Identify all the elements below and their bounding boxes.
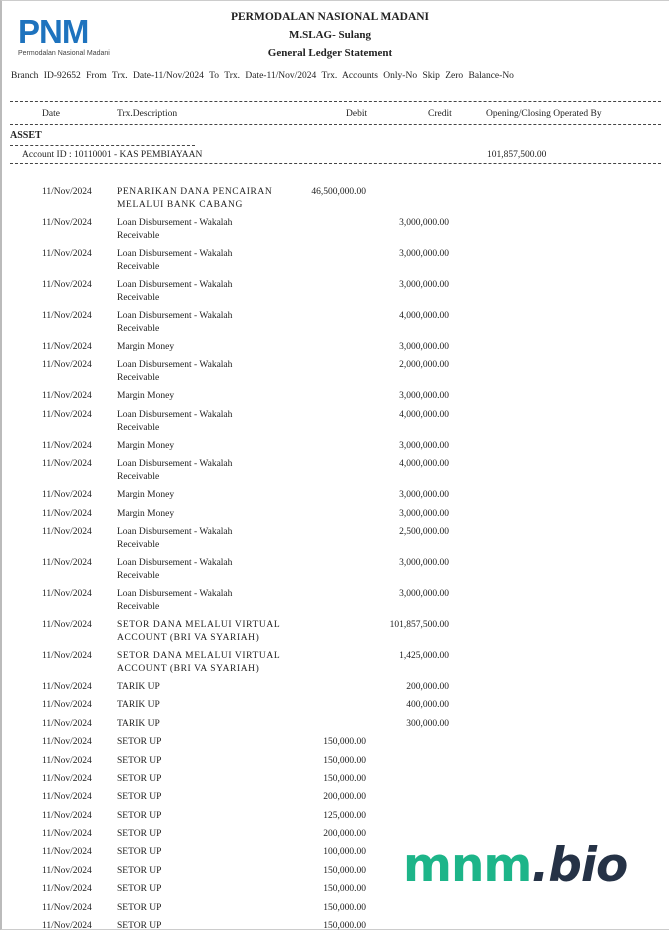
row-date: 11/Nov/2024 xyxy=(42,650,92,661)
row-description xyxy=(117,588,287,614)
table-row xyxy=(0,718,669,736)
row-date: 11/Nov/2024 xyxy=(42,342,92,352)
row-description xyxy=(117,883,287,896)
row-credit: 2,000,000.00 xyxy=(399,360,449,371)
table-row xyxy=(0,619,669,650)
row-description-line: Receivable xyxy=(117,601,160,612)
row-date: 11/Nov/2024 xyxy=(42,360,92,371)
row-description-line: SETOR UP xyxy=(117,884,162,895)
row-date: 11/Nov/2024 xyxy=(42,755,92,766)
row-credit: 3,000,000.00 xyxy=(399,342,449,352)
watermark xyxy=(403,838,627,893)
company-name: PERMODALAN NASIONAL MADANI xyxy=(230,11,430,23)
row-description-line: Loan Disbursement - Wakalah xyxy=(117,360,233,371)
row-description-line: PENARIKAN DANA PENCAIRAN xyxy=(117,187,273,197)
row-date: 11/Nov/2024 xyxy=(42,792,92,803)
row-date: 11/Nov/2024 xyxy=(42,773,92,784)
row-description-line: Receivable xyxy=(117,262,160,272)
row-description-line: Loan Disbursement - Wakalah xyxy=(117,280,233,290)
row-debit: 100,000.00 xyxy=(323,847,366,858)
row-date: 11/Nov/2024 xyxy=(42,847,92,858)
row-description xyxy=(117,557,287,583)
row-description-line: SETOR UP xyxy=(117,773,162,784)
row-debit: 150,000.00 xyxy=(323,865,366,876)
row-date: 11/Nov/2024 xyxy=(42,280,92,290)
row-date: 11/Nov/2024 xyxy=(42,619,92,630)
row-date: 11/Nov/2024 xyxy=(42,440,92,451)
table-row xyxy=(0,248,669,279)
divider xyxy=(10,101,661,102)
row-date: 11/Nov/2024 xyxy=(42,884,92,895)
row-date: 11/Nov/2024 xyxy=(42,459,92,470)
row-description xyxy=(117,681,287,694)
row-credit: 3,000,000.00 xyxy=(399,440,449,451)
divider xyxy=(10,163,661,164)
row-description-line: TARIK UP xyxy=(117,700,160,711)
pnm-logo xyxy=(18,13,123,57)
table-row xyxy=(0,310,669,341)
row-description xyxy=(117,736,287,749)
row-date: 11/Nov/2024 xyxy=(42,588,92,599)
row-credit: 1,425,000.00 xyxy=(399,650,449,661)
row-debit: 200,000.00 xyxy=(323,829,366,840)
row-credit: 4,000,000.00 xyxy=(399,459,449,470)
col-description: Trx.Description xyxy=(117,109,178,119)
row-credit: 3,000,000.00 xyxy=(399,249,449,259)
section-heading: ASSET xyxy=(10,130,42,141)
table-row xyxy=(0,557,669,588)
row-date: 11/Nov/2024 xyxy=(42,865,92,876)
row-debit: 125,000.00 xyxy=(323,810,366,821)
watermark-part1: mnm xyxy=(403,838,532,893)
row-debit: 150,000.00 xyxy=(323,755,366,766)
row-description-line: Loan Disbursement - Wakalah xyxy=(117,588,233,599)
row-description-line: Loan Disbursement - Wakalah xyxy=(117,311,233,321)
row-date: 11/Nov/2024 xyxy=(42,409,92,420)
row-description-line: ACCOUNT (BRI VA SYARIAH) xyxy=(117,663,260,674)
table-row xyxy=(0,650,669,681)
row-description xyxy=(117,186,287,212)
row-description xyxy=(117,508,287,521)
row-description xyxy=(117,409,287,435)
row-description-line: Receivable xyxy=(117,539,160,550)
row-description xyxy=(117,755,287,768)
row-description-line: Loan Disbursement - Wakalah xyxy=(117,218,233,228)
row-date: 11/Nov/2024 xyxy=(42,557,92,568)
row-description xyxy=(117,828,287,841)
row-debit: 46,500,000.00 xyxy=(311,187,366,197)
table-row xyxy=(0,440,669,458)
row-debit: 200,000.00 xyxy=(323,792,366,803)
row-description xyxy=(117,341,287,354)
row-credit: 101,857,500.00 xyxy=(389,619,449,630)
row-description-line: Receivable xyxy=(117,422,160,433)
row-description xyxy=(117,902,287,915)
row-description-line: Margin Money xyxy=(117,342,175,352)
row-credit: 200,000.00 xyxy=(406,681,449,692)
row-description-line: Margin Money xyxy=(117,490,175,501)
row-description-line: Receivable xyxy=(117,472,160,483)
row-date: 11/Nov/2024 xyxy=(42,700,92,711)
row-description-line: Margin Money xyxy=(117,391,175,402)
row-description-line: Margin Money xyxy=(117,440,175,451)
row-description xyxy=(117,248,287,274)
row-description-line: TARIK UP xyxy=(117,681,160,692)
row-description-line: TARIK UP xyxy=(117,718,160,729)
row-description-line: Receivable xyxy=(117,231,160,241)
watermark-part2: .bio xyxy=(531,838,628,893)
row-date: 11/Nov/2024 xyxy=(42,718,92,729)
row-description-line: MELALUI BANK CABANG xyxy=(117,200,243,210)
row-debit: 150,000.00 xyxy=(323,884,366,895)
account-label: Account ID : 10110001 - KAS PEMBIAYAAN xyxy=(22,150,203,160)
row-credit: 300,000.00 xyxy=(406,718,449,729)
transaction-list xyxy=(0,186,669,938)
col-credit: Credit xyxy=(428,109,452,119)
row-description-line: SETOR UP xyxy=(117,810,162,821)
row-date: 11/Nov/2024 xyxy=(42,526,92,537)
col-date: Date xyxy=(42,109,60,119)
table-row xyxy=(0,217,669,248)
row-date: 11/Nov/2024 xyxy=(42,249,92,259)
table-row xyxy=(0,920,669,938)
row-credit: 400,000.00 xyxy=(406,700,449,711)
row-date: 11/Nov/2024 xyxy=(42,902,92,913)
row-description-line: Loan Disbursement - Wakalah xyxy=(117,526,233,537)
row-description-line: Loan Disbursement - Wakalah xyxy=(117,459,233,470)
row-date: 11/Nov/2024 xyxy=(42,829,92,840)
row-date: 11/Nov/2024 xyxy=(42,810,92,821)
row-debit: 150,000.00 xyxy=(323,737,366,748)
row-description-line: Loan Disbursement - Wakalah xyxy=(117,557,233,568)
row-date: 11/Nov/2024 xyxy=(42,391,92,402)
row-description xyxy=(117,920,287,933)
row-description-line: Loan Disbursement - Wakalah xyxy=(117,409,233,420)
table-row xyxy=(0,588,669,619)
row-description xyxy=(117,791,287,804)
row-description xyxy=(117,526,287,552)
report-title: General Ledger Statement xyxy=(267,47,393,59)
row-description-line: SETOR UP xyxy=(117,865,162,876)
table-row xyxy=(0,279,669,310)
row-credit: 4,000,000.00 xyxy=(399,311,449,321)
table-row xyxy=(0,390,669,408)
row-description xyxy=(117,310,287,336)
row-credit: 3,000,000.00 xyxy=(399,280,449,290)
logo-mark: PNM xyxy=(18,13,89,50)
row-description-line: Margin Money xyxy=(117,508,175,519)
row-date: 11/Nov/2024 xyxy=(42,311,92,321)
row-description xyxy=(117,699,287,712)
row-description xyxy=(117,810,287,823)
table-row xyxy=(0,186,669,217)
logo-subtitle: Permodalan Nasional Madani xyxy=(18,50,110,57)
row-description xyxy=(117,846,287,859)
table-row xyxy=(0,681,669,699)
row-date: 11/Nov/2024 xyxy=(42,681,92,692)
branch-name: M.SLAG- Sulang xyxy=(289,29,371,41)
table-row xyxy=(0,508,669,526)
row-credit: 4,000,000.00 xyxy=(399,409,449,420)
row-debit: 150,000.00 xyxy=(323,921,366,932)
row-description-line: SETOR UP xyxy=(117,847,162,858)
row-credit: 3,000,000.00 xyxy=(399,391,449,402)
row-description xyxy=(117,865,287,878)
opening-balance: 101,857,500.00 xyxy=(487,150,547,160)
row-description xyxy=(117,773,287,786)
row-description xyxy=(117,650,287,676)
row-description xyxy=(117,718,287,731)
row-description xyxy=(117,359,287,385)
col-debit: Debit xyxy=(346,109,368,119)
row-credit: 3,000,000.00 xyxy=(399,218,449,228)
table-row xyxy=(0,458,669,489)
row-description-line: SETOR UP xyxy=(117,755,162,766)
table-row xyxy=(0,409,669,440)
row-description-line: Receivable xyxy=(117,373,160,384)
row-description-line: SETOR UP xyxy=(117,921,162,932)
table-row xyxy=(0,810,669,828)
row-description-line: SETOR UP xyxy=(117,792,162,803)
row-description-line: SETOR UP xyxy=(117,829,162,840)
row-description-line: Receivable xyxy=(117,570,160,581)
row-description xyxy=(117,440,287,453)
row-description-line: SETOR UP xyxy=(117,737,162,748)
row-description-line: Receivable xyxy=(117,293,160,303)
row-description xyxy=(117,458,287,484)
table-row xyxy=(0,755,669,773)
row-debit: 150,000.00 xyxy=(323,902,366,913)
col-opening-closing: Opening/Closing Operated By xyxy=(486,109,602,119)
row-credit: 3,000,000.00 xyxy=(399,508,449,519)
row-description-line: SETOR UP xyxy=(117,902,162,913)
row-credit: 3,000,000.00 xyxy=(399,490,449,501)
row-credit: 2,500,000.00 xyxy=(399,526,449,537)
row-credit: 3,000,000.00 xyxy=(399,588,449,599)
table-row xyxy=(0,526,669,557)
table-row xyxy=(0,359,669,390)
row-description xyxy=(117,390,287,403)
table-row xyxy=(0,902,669,920)
table-row xyxy=(0,341,669,359)
row-description xyxy=(117,619,287,645)
row-description-line: Receivable xyxy=(117,324,160,334)
row-date: 11/Nov/2024 xyxy=(42,187,92,197)
row-date: 11/Nov/2024 xyxy=(42,921,92,932)
row-description xyxy=(117,279,287,305)
row-description xyxy=(117,489,287,502)
section-underline xyxy=(10,145,195,146)
row-debit: 150,000.00 xyxy=(323,773,366,784)
row-credit: 3,000,000.00 xyxy=(399,557,449,568)
row-date: 11/Nov/2024 xyxy=(42,490,92,501)
row-description-line: SETOR DANA MELALUI VIRTUAL xyxy=(117,619,281,630)
row-description-line: ACCOUNT (BRI VA SYARIAH) xyxy=(117,632,260,643)
table-row xyxy=(0,736,669,754)
row-date: 11/Nov/2024 xyxy=(42,508,92,519)
table-row xyxy=(0,773,669,791)
table-row xyxy=(0,699,669,717)
table-row xyxy=(0,489,669,507)
report-parameters: Branch ID-92652 From Trx. Date-11/Nov/2024 To Trx. Date-11/Nov/2024 Trx. Accounts Only-No Skip Zero Balance-No xyxy=(11,71,514,81)
table-row xyxy=(0,791,669,809)
row-description xyxy=(117,217,287,243)
divider xyxy=(10,124,661,125)
row-date: 11/Nov/2024 xyxy=(42,218,92,228)
row-date: 11/Nov/2024 xyxy=(42,737,92,748)
row-description-line: Loan Disbursement - Wakalah xyxy=(117,249,233,259)
row-description-line: SETOR DANA MELALUI VIRTUAL xyxy=(117,650,281,661)
